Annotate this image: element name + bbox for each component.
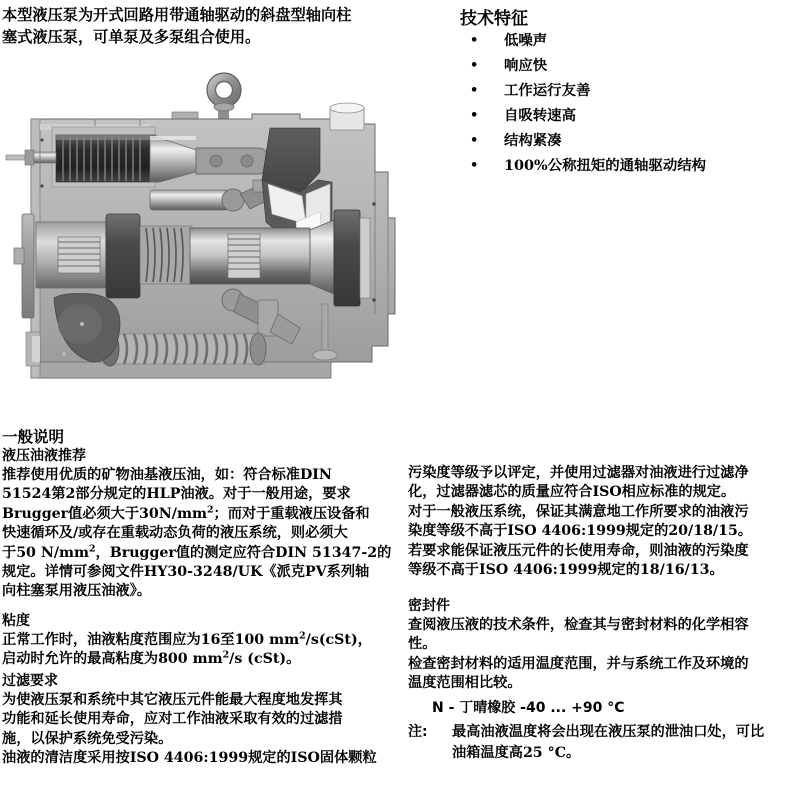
seals-line: 检查密封材料的适用温度范围，并与系统工作及环境的 bbox=[408, 655, 749, 672]
feature-item: • 工作运行友善 bbox=[460, 78, 785, 103]
bias-spring-assembly bbox=[101, 332, 266, 366]
fluid-line-3a: Brugger值必须大于30N/mm bbox=[2, 505, 207, 522]
contamination-line: 化，过滤器滤芯的质量应符合ISO相应标准的规定。 bbox=[408, 484, 736, 501]
viscosity-line-1a: 正常工作时，油液粘度范围应为16至100 mm bbox=[2, 632, 300, 648]
filtration-line: 为使液压泵和系统中其它液压元件能最大程度地发挥其 bbox=[2, 692, 343, 708]
intro-line-2-part-c: 。 bbox=[245, 28, 261, 46]
compensator-bore bbox=[56, 135, 156, 182]
features-list bbox=[460, 28, 785, 178]
intro-line-1 bbox=[2, 4, 452, 26]
rear-port-boss bbox=[330, 103, 364, 130]
fluid-line-3b: ；而对于重载液压设备和 bbox=[213, 505, 370, 522]
note-line: 最高油液温度将会出现在液压泵的泄油口处，可比 bbox=[452, 724, 765, 740]
intro-line-1-emphasis: 带通轴驱动 bbox=[169, 6, 245, 24]
fluid-line: 快速循环及/或存在重载动态负荷的液压系统，则必须大 bbox=[2, 525, 348, 542]
fluid-recommendation-heading: 液压油液推荐 bbox=[2, 448, 86, 464]
feature-item: • 响应快 bbox=[460, 53, 785, 78]
fluid-line: 规定。详情可参阅文件HY30-3248/UK《派克PV系列轴 bbox=[2, 564, 370, 581]
housing-foot bbox=[31, 362, 331, 378]
feature-item: • 100%公称扭矩的通轴驱动结构 bbox=[460, 153, 785, 178]
contamination-line: 等级不高于ISO 4406:1999规定的18/16/13。 bbox=[408, 562, 724, 579]
note-row bbox=[408, 722, 790, 764]
intro-line-1-part-a: 本型液压泵为开式回路用 bbox=[2, 6, 170, 24]
viscosity-line bbox=[2, 650, 402, 669]
intro-line-2-part-a: 塞式液压泵，可 bbox=[2, 28, 109, 46]
fluid-line: 51524第2部分规定的HLP油液。对于一般用途，要求 bbox=[2, 486, 351, 503]
viscosity-heading: 粘度 bbox=[2, 613, 30, 629]
contamination-line: 若要求能保证液压元件的长使用寿命，则油液的污染度 bbox=[408, 542, 749, 559]
fluid-line-5a: 于50 N/mm bbox=[2, 544, 90, 561]
intro-line-2 bbox=[2, 26, 452, 48]
pump-cutaway-illustration bbox=[0, 62, 400, 392]
seals-line: 性。 bbox=[408, 636, 437, 653]
swash-yoke-link bbox=[196, 148, 268, 174]
seals-body bbox=[408, 616, 790, 694]
fluid-recommendation-body bbox=[2, 466, 402, 602]
contamination-line: 对于一般液压系统，保证其满意地工作所要求的油液污 bbox=[408, 503, 749, 520]
general-description-heading: 一般说明 bbox=[2, 428, 65, 446]
rear-bearing bbox=[334, 210, 360, 306]
feature-item: • 结构紧凑 bbox=[460, 128, 785, 153]
fluid-line-5b: ，Brugger值的测定应符合DIN 51347-2的 bbox=[95, 544, 392, 561]
viscosity-line-1b: /s(cSt)， bbox=[305, 632, 372, 648]
contamination-body bbox=[408, 464, 790, 580]
filtration-line: 施，以保护系统免受污染。 bbox=[2, 730, 173, 747]
note-line: 油箱温度高25 °C。 bbox=[452, 745, 581, 761]
fluid-line: 向柱塞泵用液压油液》。 bbox=[2, 583, 151, 600]
superscript: 2 bbox=[222, 649, 230, 661]
fluid-line bbox=[2, 544, 402, 563]
filtration-heading: 过滤要求 bbox=[2, 673, 58, 689]
intro-paragraph bbox=[2, 4, 452, 48]
fluid-line: 推荐使用优质的矿物油基液压油，如：符合标准DIN bbox=[2, 467, 332, 483]
superscript: 2 bbox=[89, 542, 96, 554]
feature-item: • 自吸转速高 bbox=[460, 103, 785, 128]
seals-line: 查阅液压液的技术条件，检查其与密封材料的化学相容 bbox=[408, 617, 749, 633]
adjusting-screw bbox=[6, 150, 56, 165]
contamination-line: 染度等级不高于ISO 4406:1999规定的20/18/15。 bbox=[408, 523, 753, 540]
intro-line-1-part-c: 的斜盘型轴向柱 bbox=[245, 6, 352, 24]
seal-material-spec: N - 丁晴橡胶 -40 ... +90 °C bbox=[432, 700, 625, 716]
feature-item: • 低噪声 bbox=[460, 28, 785, 53]
spline-teeth-inner bbox=[228, 234, 260, 278]
viscosity-line-2b: /s (cSt)。 bbox=[229, 651, 301, 668]
filtration-line: 油液的清洁度采用按ISO 4406:1999规定的ISO固体颗粒 bbox=[2, 750, 377, 767]
filtration-line: 功能和延长使用寿命，应对工作油液采取有效的过滤措 bbox=[2, 711, 343, 728]
viscosity-body bbox=[2, 631, 402, 670]
intro-line-2-emphasis: 单泵及多泵组合使用 bbox=[108, 28, 245, 46]
filtration-body bbox=[2, 691, 402, 769]
features-heading: 技术特征 bbox=[460, 9, 528, 29]
shaft-collar bbox=[106, 214, 140, 298]
seals-line: 温度范围相比较。 bbox=[408, 675, 522, 692]
seals-heading: 密封件 bbox=[408, 598, 450, 614]
viscosity-line bbox=[2, 631, 402, 650]
viscosity-line-2a: 启动时允许的最高粘度为800 mm bbox=[2, 651, 223, 668]
superscript: 2 bbox=[206, 504, 214, 516]
note-label: 注: bbox=[408, 724, 428, 740]
note-text bbox=[452, 722, 790, 764]
contamination-line: 污染度等级予以评定，并使用过滤器对油液进行过滤净 bbox=[408, 465, 749, 481]
superscript: 2 bbox=[299, 630, 306, 642]
fluid-line bbox=[2, 505, 402, 524]
